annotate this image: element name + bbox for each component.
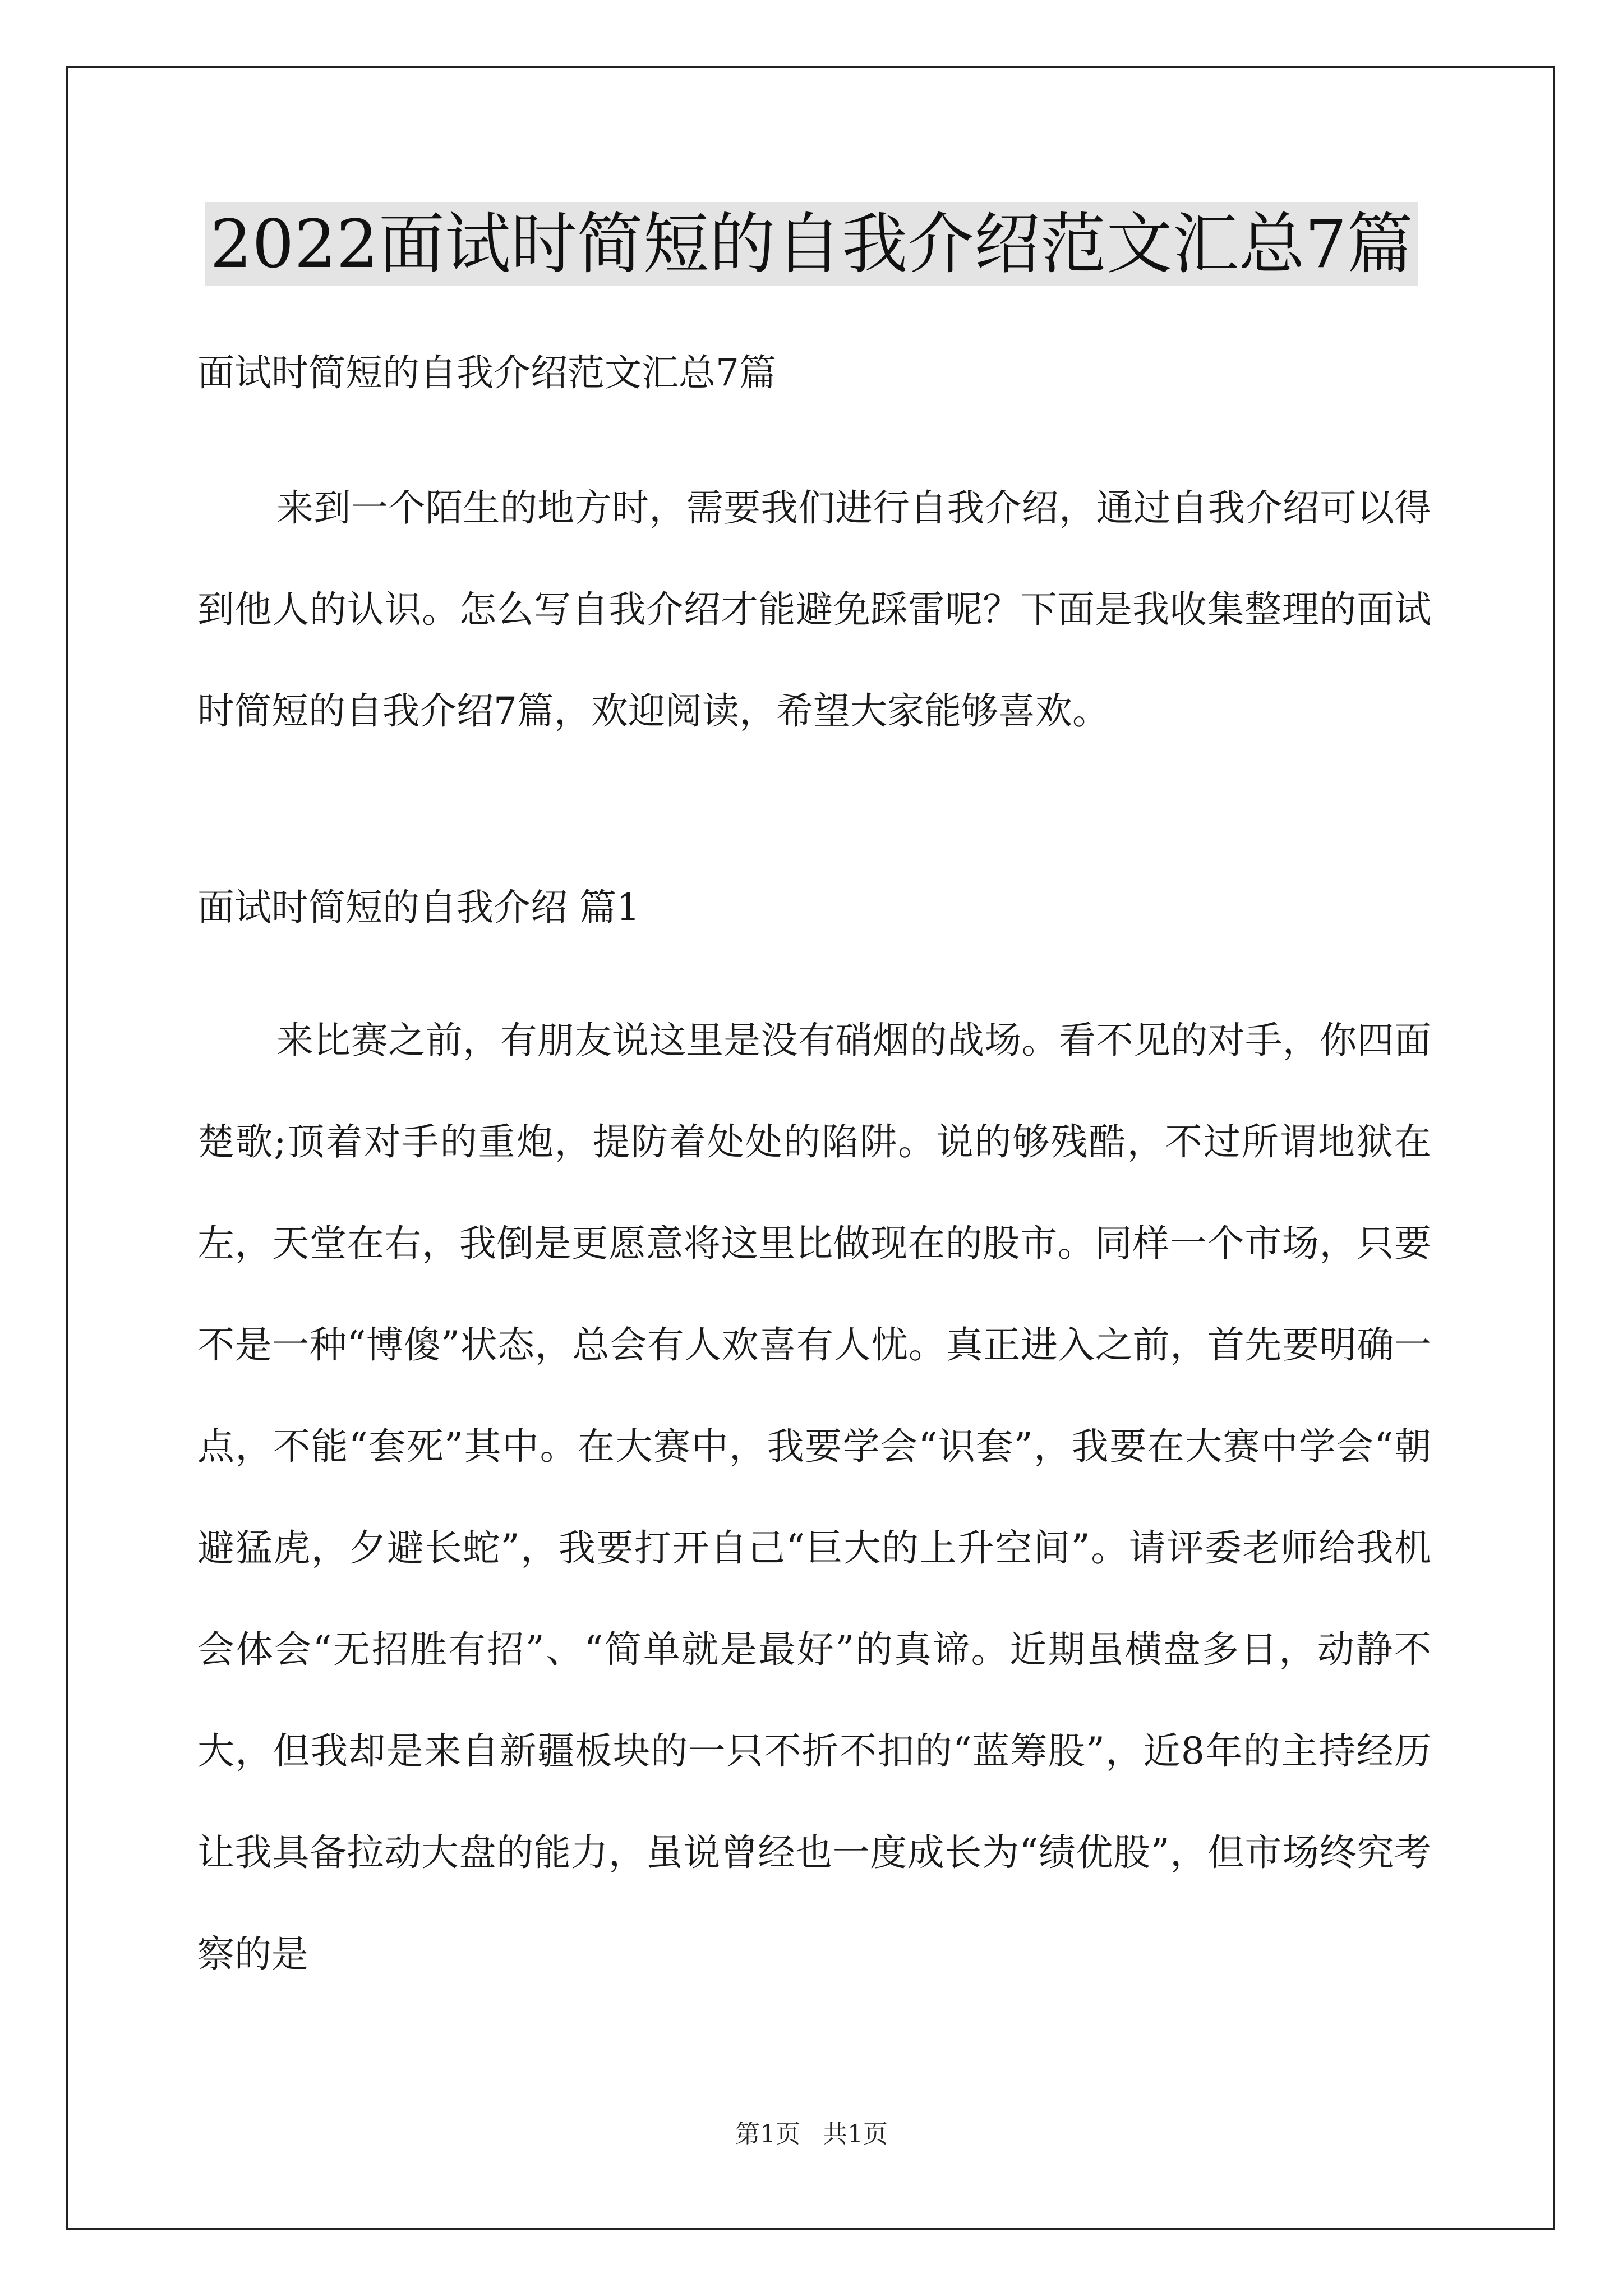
- page-footer: [0, 2118, 1623, 2151]
- section-heading-1: 面试时简短的自我介绍 篇1: [197, 886, 640, 929]
- page-number: 第1页: [735, 2120, 800, 2148]
- document-subtitle: 面试时简短的自我介绍范文汇总7篇: [197, 351, 776, 394]
- page-total: 共1页: [823, 2120, 888, 2148]
- section-body-1: 来比赛之前，有朋友说这里是没有硝烟的战场。看不见的对手，你四面楚歌;顶着对手的重炮，提防着处处的陷阱。说的够残酷，不过所谓地狱在左，天堂在右，我倒是更愿意将这里比做现在的股市。同样一个市场，只要不是一种“博傻”状态，总会有人欢喜有人忧。真正进入之前，首先要明确一点，不能“套死”其中。在大赛中，我要学会“识套”，我要在大赛中学会“朝避猛虎，夕避长蛇”，我要打开自己“巨大的上升空间”。请评委老师给我机会体会“无招胜有招”、“简单就是最好”的真谛。近期虽横盘多日，动静不大，但我却是来自新疆板块的一只不折不扣的“蓝筹股”，近8年的主持经历让我具备拉动大盘的能力，虽说曾经也一度成长为“绩优股”，但市场终究考察的是: [197, 1019, 1431, 1976]
- title-container: [0, 202, 1623, 286]
- intro-paragraph: 来到一个陌生的地方时，需要我们进行自我介绍，通过自我介绍可以得到他人的认识。怎么写自我介绍才能避免踩雷呢？下面是我收集整理的面试时简短的自我介绍7篇，欢迎阅读，希望大家能够喜欢。: [197, 486, 1431, 733]
- document-title: 2022面试时简短的自我介绍范文汇总7篇: [205, 202, 1417, 286]
